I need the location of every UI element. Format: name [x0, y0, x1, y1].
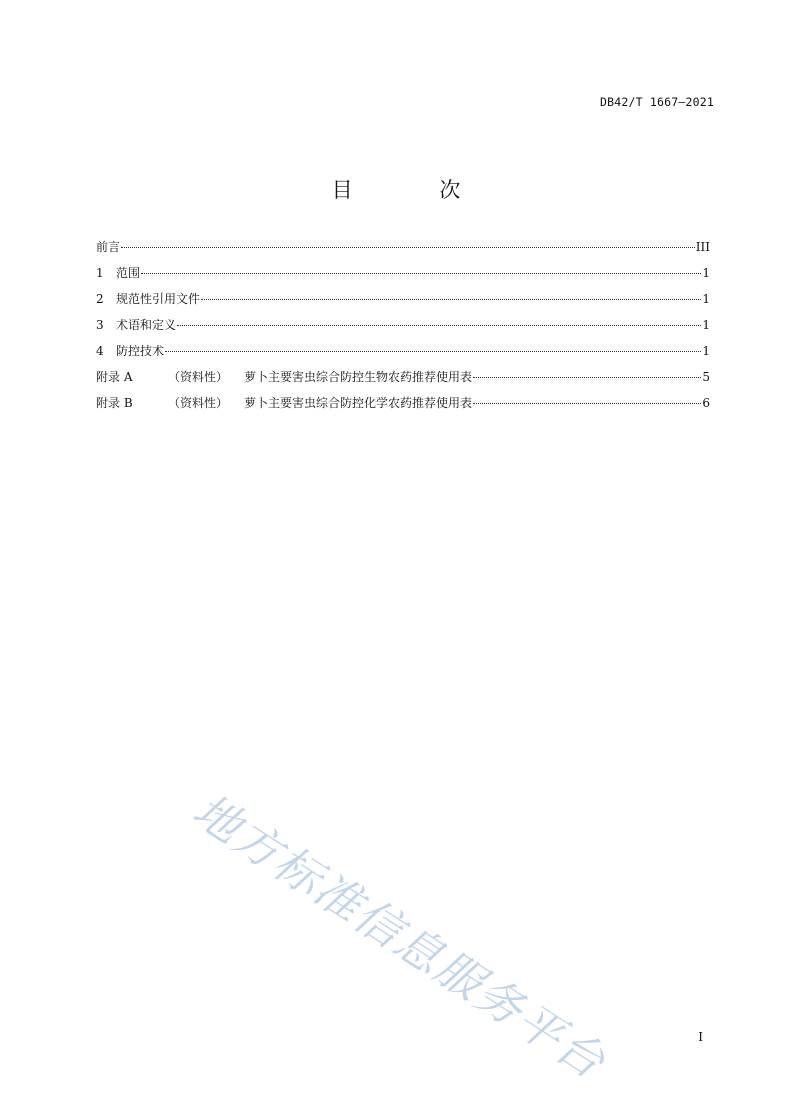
toc-entry-kind: （资料性）	[168, 396, 229, 410]
toc-entry-page: 6	[702, 396, 710, 410]
toc-entry-number: 1	[96, 266, 104, 280]
toc-entry-label: 范围	[116, 266, 141, 280]
toc-entry-kind: （资料性）	[168, 370, 229, 384]
toc-entry-number: 4	[96, 344, 104, 358]
toc-entry-page: 1	[702, 344, 710, 358]
toc-leader-dots	[201, 299, 701, 300]
toc-entry-number: 2	[96, 292, 104, 306]
toc-leader-dots	[165, 351, 701, 352]
toc-leader-dots	[473, 377, 701, 378]
toc-entry-page: III	[695, 240, 710, 254]
toc-entry-appendix-b[interactable]	[96, 394, 710, 420]
toc-entry-number: 3	[96, 318, 104, 332]
toc-entry-page: 5	[702, 370, 710, 384]
toc-entry-label: 术语和定义	[116, 318, 177, 332]
watermark: 地方标准信息服务平台	[183, 782, 616, 1090]
toc-entry-label: 萝卜主要害虫综合防控化学农药推荐使用表	[244, 396, 473, 410]
toc-entry-appendix-a[interactable]	[96, 368, 710, 394]
page-number: I	[698, 1030, 703, 1044]
toc-entry-label: 萝卜主要害虫综合防控生物农药推荐使用表	[244, 370, 473, 384]
toc-entry-label: 前言	[96, 240, 121, 254]
toc-leader-dots	[177, 325, 701, 326]
toc-entry-terms-definitions[interactable]	[96, 316, 710, 342]
page-title: 目 次	[331, 178, 501, 202]
toc-entry-control-techniques[interactable]	[96, 342, 710, 368]
toc-entry-scope[interactable]	[96, 264, 710, 290]
toc-entry-label: 防控技术	[116, 344, 165, 358]
toc-entry-normative-references[interactable]	[96, 290, 710, 316]
toc-leader-dots	[121, 247, 695, 248]
toc-leader-dots	[473, 403, 701, 404]
document-code: DB42/T 1667—2021	[600, 95, 714, 109]
toc-entry-label: 规范性引用文件	[116, 292, 201, 306]
toc-leader-dots	[141, 273, 701, 274]
toc-entry-number: 附录 B	[96, 396, 133, 410]
toc-entry-page: 1	[702, 318, 710, 332]
toc-entry-number: 附录 A	[96, 370, 133, 384]
toc-entry-page: 1	[702, 292, 710, 306]
toc-entry-foreword[interactable]	[96, 238, 710, 264]
toc-entry-page: 1	[702, 266, 710, 280]
table-of-contents	[96, 238, 710, 420]
